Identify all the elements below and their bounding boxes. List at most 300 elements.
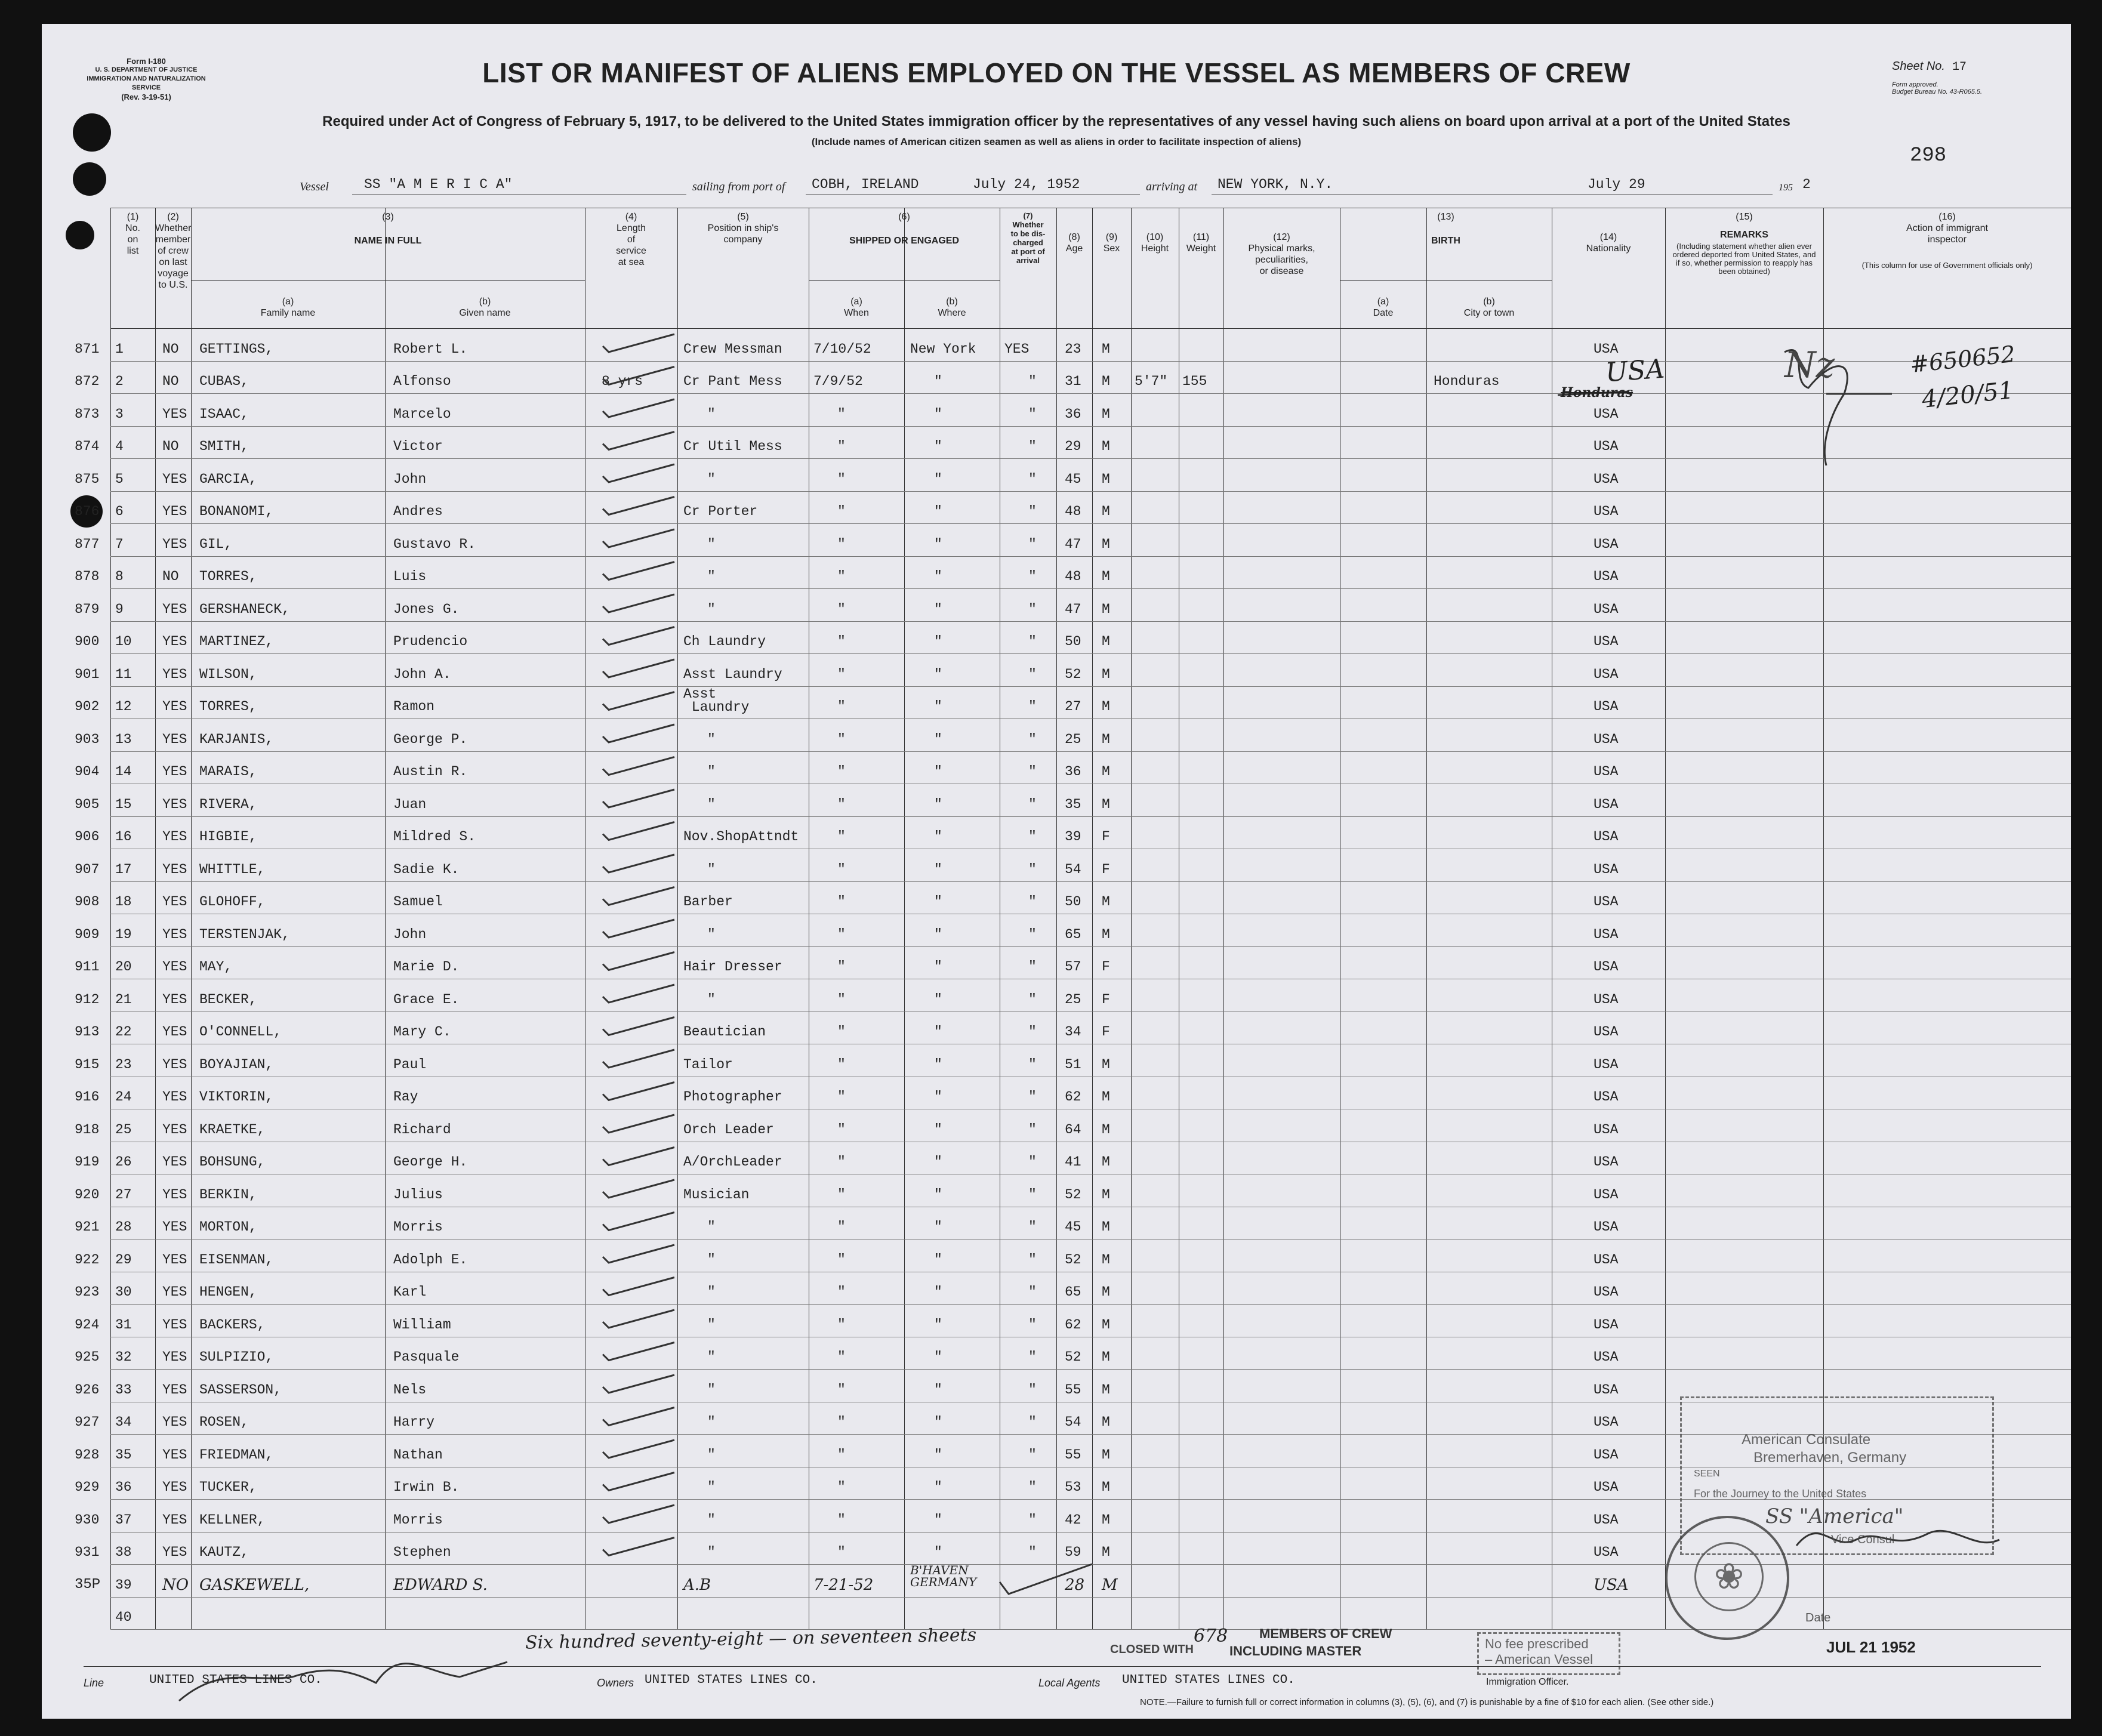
- family-name: BERKIN,: [199, 1186, 257, 1202]
- sex: F: [1102, 959, 1110, 975]
- col-12-header: (12) Physical marks, peculiarities, or disease: [1248, 232, 1315, 276]
- nationality: USA: [1594, 926, 1619, 942]
- table-row: [42, 686, 2071, 719]
- sex: M: [1102, 374, 1110, 389]
- sex: M: [1102, 1512, 1110, 1528]
- shipped-where: ": [934, 634, 942, 649]
- sex: M: [1102, 1316, 1110, 1333]
- vessel-name: SS "A M E R I C A": [364, 177, 513, 192]
- consulate-line1: American Consulate: [1742, 1432, 1871, 1448]
- previous-voyage: NO: [162, 1575, 189, 1594]
- previous-voyage: YES: [162, 666, 187, 682]
- shipped-where: ": [934, 439, 942, 454]
- previous-voyage: YES: [162, 1512, 187, 1528]
- previous-voyage: YES: [162, 991, 187, 1007]
- nationality: USA: [1594, 666, 1619, 682]
- shipped-when: ": [837, 861, 846, 877]
- age: 36: [1065, 406, 1081, 422]
- sex: F: [1102, 829, 1110, 844]
- previous-voyage: YES: [162, 504, 187, 519]
- row-number: 11: [115, 666, 132, 682]
- sex: M: [1102, 406, 1110, 422]
- budget-bureau: Budget Bureau No. 43-R065.5.: [1892, 88, 1983, 95]
- position: A.B: [683, 1575, 711, 1594]
- discharge: ": [1028, 1284, 1037, 1300]
- subheader-rule: [191, 280, 585, 281]
- shipped-where: ": [934, 536, 942, 552]
- closing-text: Six hundred seventy-eight — on seventeen sheets: [525, 1624, 977, 1654]
- discharge: ": [1028, 569, 1037, 584]
- family-name: GERSHANECK,: [199, 601, 290, 617]
- table-row: [42, 491, 2071, 524]
- shipped-when: ": [837, 926, 846, 942]
- previous-voyage: YES: [162, 1089, 187, 1105]
- sex: M: [1102, 1121, 1110, 1137]
- family-name: TORRES,: [199, 569, 257, 584]
- discharge: ": [1028, 731, 1037, 747]
- serial: 35P: [75, 1576, 101, 1593]
- discharge: ": [1028, 991, 1037, 1007]
- form-number: Form I-180: [127, 57, 166, 66]
- given-name: Gustavo R.: [393, 536, 476, 552]
- shipped-where: ": [934, 829, 942, 844]
- given-name: Andres: [393, 504, 443, 519]
- sex: M: [1102, 569, 1110, 584]
- nationality: USA: [1594, 1447, 1619, 1463]
- family-name: BONANOMI,: [199, 504, 274, 519]
- shipped-when: ": [837, 1479, 846, 1495]
- shipped-when: ": [837, 829, 846, 844]
- row-number: 37: [115, 1512, 132, 1528]
- family-name: GETTINGS,: [199, 341, 274, 357]
- shipped-where: ": [934, 666, 942, 682]
- position: ": [707, 1316, 716, 1333]
- position: ": [707, 926, 716, 942]
- service: IMMIGRATION AND NATURALIZATION SERVICE: [87, 75, 206, 91]
- given-name: Sadie K.: [393, 861, 460, 877]
- age: 48: [1065, 504, 1081, 519]
- shipped-when: ": [837, 796, 846, 812]
- position: ": [707, 471, 716, 487]
- sex: M: [1102, 666, 1110, 682]
- col-1-header: (1) No. on list: [125, 212, 140, 256]
- age: 25: [1065, 731, 1081, 747]
- serial: 929: [75, 1479, 100, 1495]
- family-name: BACKERS,: [199, 1316, 266, 1333]
- row-number: 15: [115, 796, 132, 812]
- serial: 920: [75, 1186, 100, 1202]
- shipped-when: ": [837, 699, 846, 714]
- sex: M: [1102, 1089, 1110, 1105]
- age: 52: [1065, 1186, 1081, 1202]
- row-number: 35: [115, 1447, 132, 1463]
- agents-label: Local Agents: [1038, 1677, 1101, 1689]
- position: A/OrchLeader: [683, 1154, 782, 1170]
- nationality: USA: [1594, 1414, 1619, 1430]
- family-name: TUCKER,: [199, 1479, 257, 1495]
- vessel-label: Vessel: [300, 180, 329, 193]
- discharge: ": [1028, 829, 1037, 844]
- family-name: HENGEN,: [199, 1284, 257, 1300]
- department: U. S. DEPARTMENT OF JUSTICE: [95, 66, 198, 73]
- shipped-when: ": [837, 1154, 846, 1170]
- discharge: ": [1028, 861, 1037, 877]
- position: ": [707, 991, 716, 1007]
- shipped-when: ": [837, 439, 846, 454]
- age: 65: [1065, 926, 1081, 942]
- given-name: Stephen: [393, 1544, 451, 1560]
- shipped-where: ": [934, 1316, 942, 1333]
- family-name: BECKER,: [199, 991, 257, 1007]
- serial: 903: [75, 731, 100, 747]
- row-number: 3: [115, 406, 124, 422]
- age: 34: [1065, 1024, 1081, 1040]
- previous-voyage: YES: [162, 1414, 187, 1430]
- shipped-where: ": [934, 1512, 942, 1528]
- given-name: Jones G.: [393, 601, 460, 617]
- sex: M: [1102, 1349, 1110, 1365]
- sailing-label: sailing from port of: [692, 180, 785, 193]
- age: 31: [1065, 374, 1081, 389]
- birth-city: Honduras: [1434, 374, 1500, 389]
- shipped-where: ": [934, 894, 942, 909]
- sex: M: [1102, 1414, 1110, 1430]
- shipped-where: ": [934, 1056, 942, 1072]
- page-title: LIST OR MANIFEST OF ALIENS EMPLOYED ON THE VESSEL AS MEMBERS OF CREW: [482, 57, 1631, 88]
- given-name: Samuel: [393, 894, 443, 909]
- table-row: [42, 719, 2071, 751]
- shipped-where: ": [934, 1186, 942, 1202]
- given-name: Luis: [393, 569, 427, 584]
- consulate-seal: [1665, 1516, 1789, 1640]
- row-number: 24: [115, 1089, 132, 1105]
- row-number: 36: [115, 1479, 132, 1495]
- table-row: [42, 393, 2071, 426]
- discharge: ": [1028, 1154, 1037, 1170]
- length-of-service: 8 yrs: [602, 374, 643, 389]
- previous-voyage: YES: [162, 1349, 187, 1365]
- sex: F: [1102, 991, 1110, 1007]
- age: 36: [1065, 764, 1081, 779]
- col-6a-header: (a) When: [844, 297, 869, 318]
- previous-voyage: YES: [162, 536, 187, 552]
- serial: 907: [75, 861, 100, 877]
- row-number: 22: [115, 1024, 132, 1040]
- serial: 871: [75, 341, 100, 357]
- closed-with: CLOSED WITH: [1110, 1643, 1194, 1656]
- nationality: USA: [1594, 634, 1619, 649]
- nationality: USA: [1594, 471, 1619, 487]
- shipped-when: ": [837, 601, 846, 617]
- family-name: BOHSUNG,: [199, 1154, 266, 1170]
- nationality: USA: [1594, 1251, 1619, 1268]
- age: 54: [1065, 861, 1081, 877]
- age: 47: [1065, 536, 1081, 552]
- given-name: Prudencio: [393, 634, 468, 649]
- agents-value: UNITED STATES LINES CO.: [1122, 1673, 1295, 1687]
- col-8-header: (8) Age: [1065, 232, 1083, 254]
- given-name: Adolph E.: [393, 1251, 468, 1268]
- previous-voyage: YES: [162, 1447, 187, 1463]
- nationality: USA: [1594, 1382, 1619, 1398]
- nationality: USA: [1594, 1024, 1619, 1040]
- given-name: Ramon: [393, 699, 435, 714]
- age: 62: [1065, 1089, 1081, 1105]
- age: 48: [1065, 569, 1081, 584]
- line-value: UNITED STATES LINES CO.: [149, 1673, 322, 1687]
- given-name: William: [393, 1316, 451, 1333]
- age: 51: [1065, 1056, 1081, 1072]
- row-number: 21: [115, 991, 132, 1007]
- position: ": [707, 1479, 716, 1495]
- position: Crew Messman: [683, 341, 782, 357]
- nationality: USA: [1594, 1316, 1619, 1333]
- nationality: USA: [1594, 829, 1619, 844]
- table-row: [42, 784, 2071, 816]
- shipped-when: 7/10/52: [813, 341, 871, 357]
- inspector-ref: #650652: [1909, 340, 2017, 378]
- nationality: USA: [1594, 1544, 1619, 1560]
- footer-note: NOTE.—Failure to furnish full or correct information in columns (3), (5), (6), and (7) is punishable by a fine of $10 for each alien. (See other side.): [1140, 1697, 1714, 1707]
- shipped-when: ": [837, 1316, 846, 1333]
- struck-nationality: Honduras: [1561, 385, 1633, 400]
- discharge: ": [1028, 504, 1037, 519]
- row-number: 14: [115, 764, 132, 779]
- previous-voyage: YES: [162, 1316, 187, 1333]
- age: 57: [1065, 959, 1081, 975]
- family-name: VIKTORIN,: [199, 1089, 274, 1105]
- sex: M: [1102, 764, 1110, 779]
- shipped-where: ": [934, 1251, 942, 1268]
- family-name: TORRES,: [199, 699, 257, 714]
- serial: 919: [75, 1154, 100, 1170]
- table-row: [42, 1337, 2071, 1370]
- row-number: 10: [115, 634, 132, 649]
- sex: M: [1102, 796, 1110, 812]
- port-from: COBH, IRELAND: [812, 177, 919, 192]
- legal-requirement: Required under Act of Congress of February 5, 1917, to be delivered to the United States immigration officer by the representatives of any vessel having such aliens on board upon arrival at a port of the United States: [322, 113, 1790, 129]
- given-name: Harry: [393, 1414, 435, 1430]
- previous-voyage: YES: [162, 959, 187, 975]
- shipped-where: ": [934, 1154, 942, 1170]
- shipped-where: ": [934, 1382, 942, 1398]
- serial: 909: [75, 926, 100, 942]
- shipped-when: ": [837, 536, 846, 552]
- table-row: [42, 1142, 2071, 1174]
- previous-voyage: YES: [162, 1544, 187, 1560]
- shipped-when: ": [837, 1447, 846, 1463]
- discharge: ": [1028, 1512, 1037, 1528]
- family-name: GARCIA,: [199, 471, 257, 487]
- given-name: Morris: [393, 1512, 443, 1528]
- age: 41: [1065, 1154, 1081, 1170]
- age: 54: [1065, 1414, 1081, 1430]
- given-name: Juan: [393, 796, 427, 812]
- shipped-where: ": [934, 1447, 942, 1463]
- shipped-where: ": [934, 601, 942, 617]
- position: Cr Util Mess: [683, 439, 782, 454]
- previous-voyage: YES: [162, 1024, 187, 1040]
- nationality: USA: [1594, 341, 1619, 357]
- col-3b-header: (b) Given name: [459, 297, 511, 318]
- serial: 931: [75, 1544, 100, 1560]
- nationality: USA: [1594, 406, 1619, 422]
- sex: M: [1102, 341, 1110, 357]
- row-number: 16: [115, 829, 132, 844]
- serial: 913: [75, 1024, 100, 1040]
- sex: M: [1102, 601, 1110, 617]
- table-row: [42, 588, 2071, 621]
- given-name: George H.: [393, 1154, 468, 1170]
- table-row: [42, 849, 2071, 881]
- given-name: George P.: [393, 731, 468, 747]
- shipped-where: ": [934, 731, 942, 747]
- shipped-when: ": [837, 764, 846, 779]
- serial: 915: [75, 1056, 100, 1072]
- nationality: USA: [1594, 861, 1619, 877]
- sex: M: [1102, 439, 1110, 454]
- discharge: ": [1028, 634, 1037, 649]
- discharge: ": [1028, 536, 1037, 552]
- position: ": [707, 1512, 716, 1528]
- table-row: [42, 1077, 2071, 1109]
- discharge: ": [1028, 666, 1037, 682]
- discharge: ": [1028, 439, 1037, 454]
- family-name: ISAAC,: [199, 406, 249, 422]
- shipped-where: ": [934, 926, 942, 942]
- given-name: Mildred S.: [393, 829, 476, 844]
- given-name: Paul: [393, 1056, 427, 1072]
- consulate-line4: For the Journey to the United States: [1694, 1488, 1867, 1500]
- row-number: 23: [115, 1056, 132, 1072]
- shipped-when: ": [837, 471, 846, 487]
- previous-voyage: NO: [162, 439, 179, 454]
- position: Hair Dresser: [683, 959, 782, 975]
- discharge: ": [1028, 1024, 1037, 1040]
- family-name: SASSERSON,: [199, 1382, 282, 1398]
- previous-voyage: YES: [162, 731, 187, 747]
- position: ": [707, 536, 716, 552]
- family-name: MARAIS,: [199, 764, 257, 779]
- shipped-where: ": [934, 699, 942, 714]
- serial: 916: [75, 1089, 100, 1105]
- include-note: (Include names of American citizen seamen as well as aliens in order to facilitate inspection of aliens): [811, 136, 1302, 147]
- table-row: [42, 556, 2071, 589]
- given-name: Julius: [393, 1186, 443, 1202]
- serial: 905: [75, 796, 100, 812]
- previous-voyage: YES: [162, 829, 187, 844]
- family-name: SMITH,: [199, 439, 249, 454]
- shipped-when: ": [837, 1544, 846, 1560]
- serial: 874: [75, 439, 100, 454]
- given-name: John: [393, 926, 427, 942]
- shipped-where: ": [934, 1089, 942, 1105]
- previous-voyage: YES: [162, 894, 187, 909]
- shipped-where: ": [934, 764, 942, 779]
- age: 52: [1065, 1349, 1081, 1365]
- previous-voyage: YES: [162, 926, 187, 942]
- owners-label: Owners: [597, 1677, 634, 1689]
- col-9-header: (9) Sex: [1103, 232, 1120, 254]
- shipped-when: ": [837, 1089, 846, 1105]
- position: ": [707, 796, 716, 812]
- serial: 912: [75, 991, 100, 1007]
- position: ": [707, 1284, 716, 1300]
- discharge: ": [1028, 406, 1037, 422]
- serial: 901: [75, 666, 100, 682]
- table-row: [42, 1207, 2071, 1239]
- sheet-number: 17: [1952, 60, 1967, 74]
- given-name: Nathan: [393, 1447, 443, 1463]
- previous-voyage: YES: [162, 1251, 187, 1268]
- row-number: 28: [115, 1219, 132, 1235]
- table-row: [42, 751, 2071, 784]
- weight: 155: [1182, 374, 1207, 389]
- discharge: ": [1028, 1479, 1037, 1495]
- position: Ch Laundry: [683, 634, 766, 649]
- given-name: Mary C.: [393, 1024, 451, 1040]
- shipped-when: ": [837, 406, 846, 422]
- row-number: 29: [115, 1251, 132, 1268]
- date-from: July 24, 1952: [973, 177, 1080, 192]
- previous-voyage: YES: [162, 1219, 187, 1235]
- age: 62: [1065, 1316, 1081, 1333]
- shipped-where: ": [934, 796, 942, 812]
- discharge: ": [1028, 374, 1037, 389]
- row-number: 38: [115, 1544, 132, 1560]
- previous-voyage: YES: [162, 1056, 187, 1072]
- nationality: USA: [1594, 1154, 1619, 1170]
- shipped-where: ": [934, 471, 942, 487]
- sex: M: [1102, 1575, 1118, 1594]
- sex: M: [1102, 1154, 1110, 1170]
- table-row: [42, 1239, 2071, 1272]
- position: ": [707, 1219, 716, 1235]
- discharge: ": [1028, 1316, 1037, 1333]
- shipped-when: 7/9/52: [813, 374, 863, 389]
- serial: 902: [75, 699, 100, 714]
- row-number: 4: [115, 439, 124, 454]
- col-3-num: (3): [382, 212, 394, 222]
- family-name: WHITTLE,: [199, 861, 266, 877]
- serial: 904: [75, 764, 100, 779]
- shipped-when: ": [837, 634, 846, 649]
- shipped-where: ": [934, 1219, 942, 1235]
- shipped-when: ": [837, 569, 846, 584]
- row-number: 20: [115, 959, 132, 975]
- serial: 930: [75, 1512, 100, 1528]
- age: 45: [1065, 1219, 1081, 1235]
- family-name: KAUTZ,: [199, 1544, 249, 1560]
- previous-voyage: YES: [162, 861, 187, 877]
- sheet-label: Sheet No.: [1892, 60, 1945, 73]
- shipped-when: ": [837, 1382, 846, 1398]
- position: Musician: [683, 1186, 750, 1202]
- family-name: EISENMAN,: [199, 1251, 274, 1268]
- table-row: [42, 328, 2071, 361]
- previous-voyage: YES: [162, 1186, 187, 1202]
- position: ": [707, 731, 716, 747]
- discharge: ": [1028, 796, 1037, 812]
- row-number: 7: [115, 536, 124, 552]
- discharge: ": [1028, 894, 1037, 909]
- row-number: 27: [115, 1186, 132, 1202]
- nationality: USA: [1594, 1284, 1619, 1300]
- table-row: [42, 946, 2071, 979]
- sex: M: [1102, 1382, 1110, 1398]
- position: ": [707, 1382, 716, 1398]
- shipped-where: ": [934, 406, 942, 422]
